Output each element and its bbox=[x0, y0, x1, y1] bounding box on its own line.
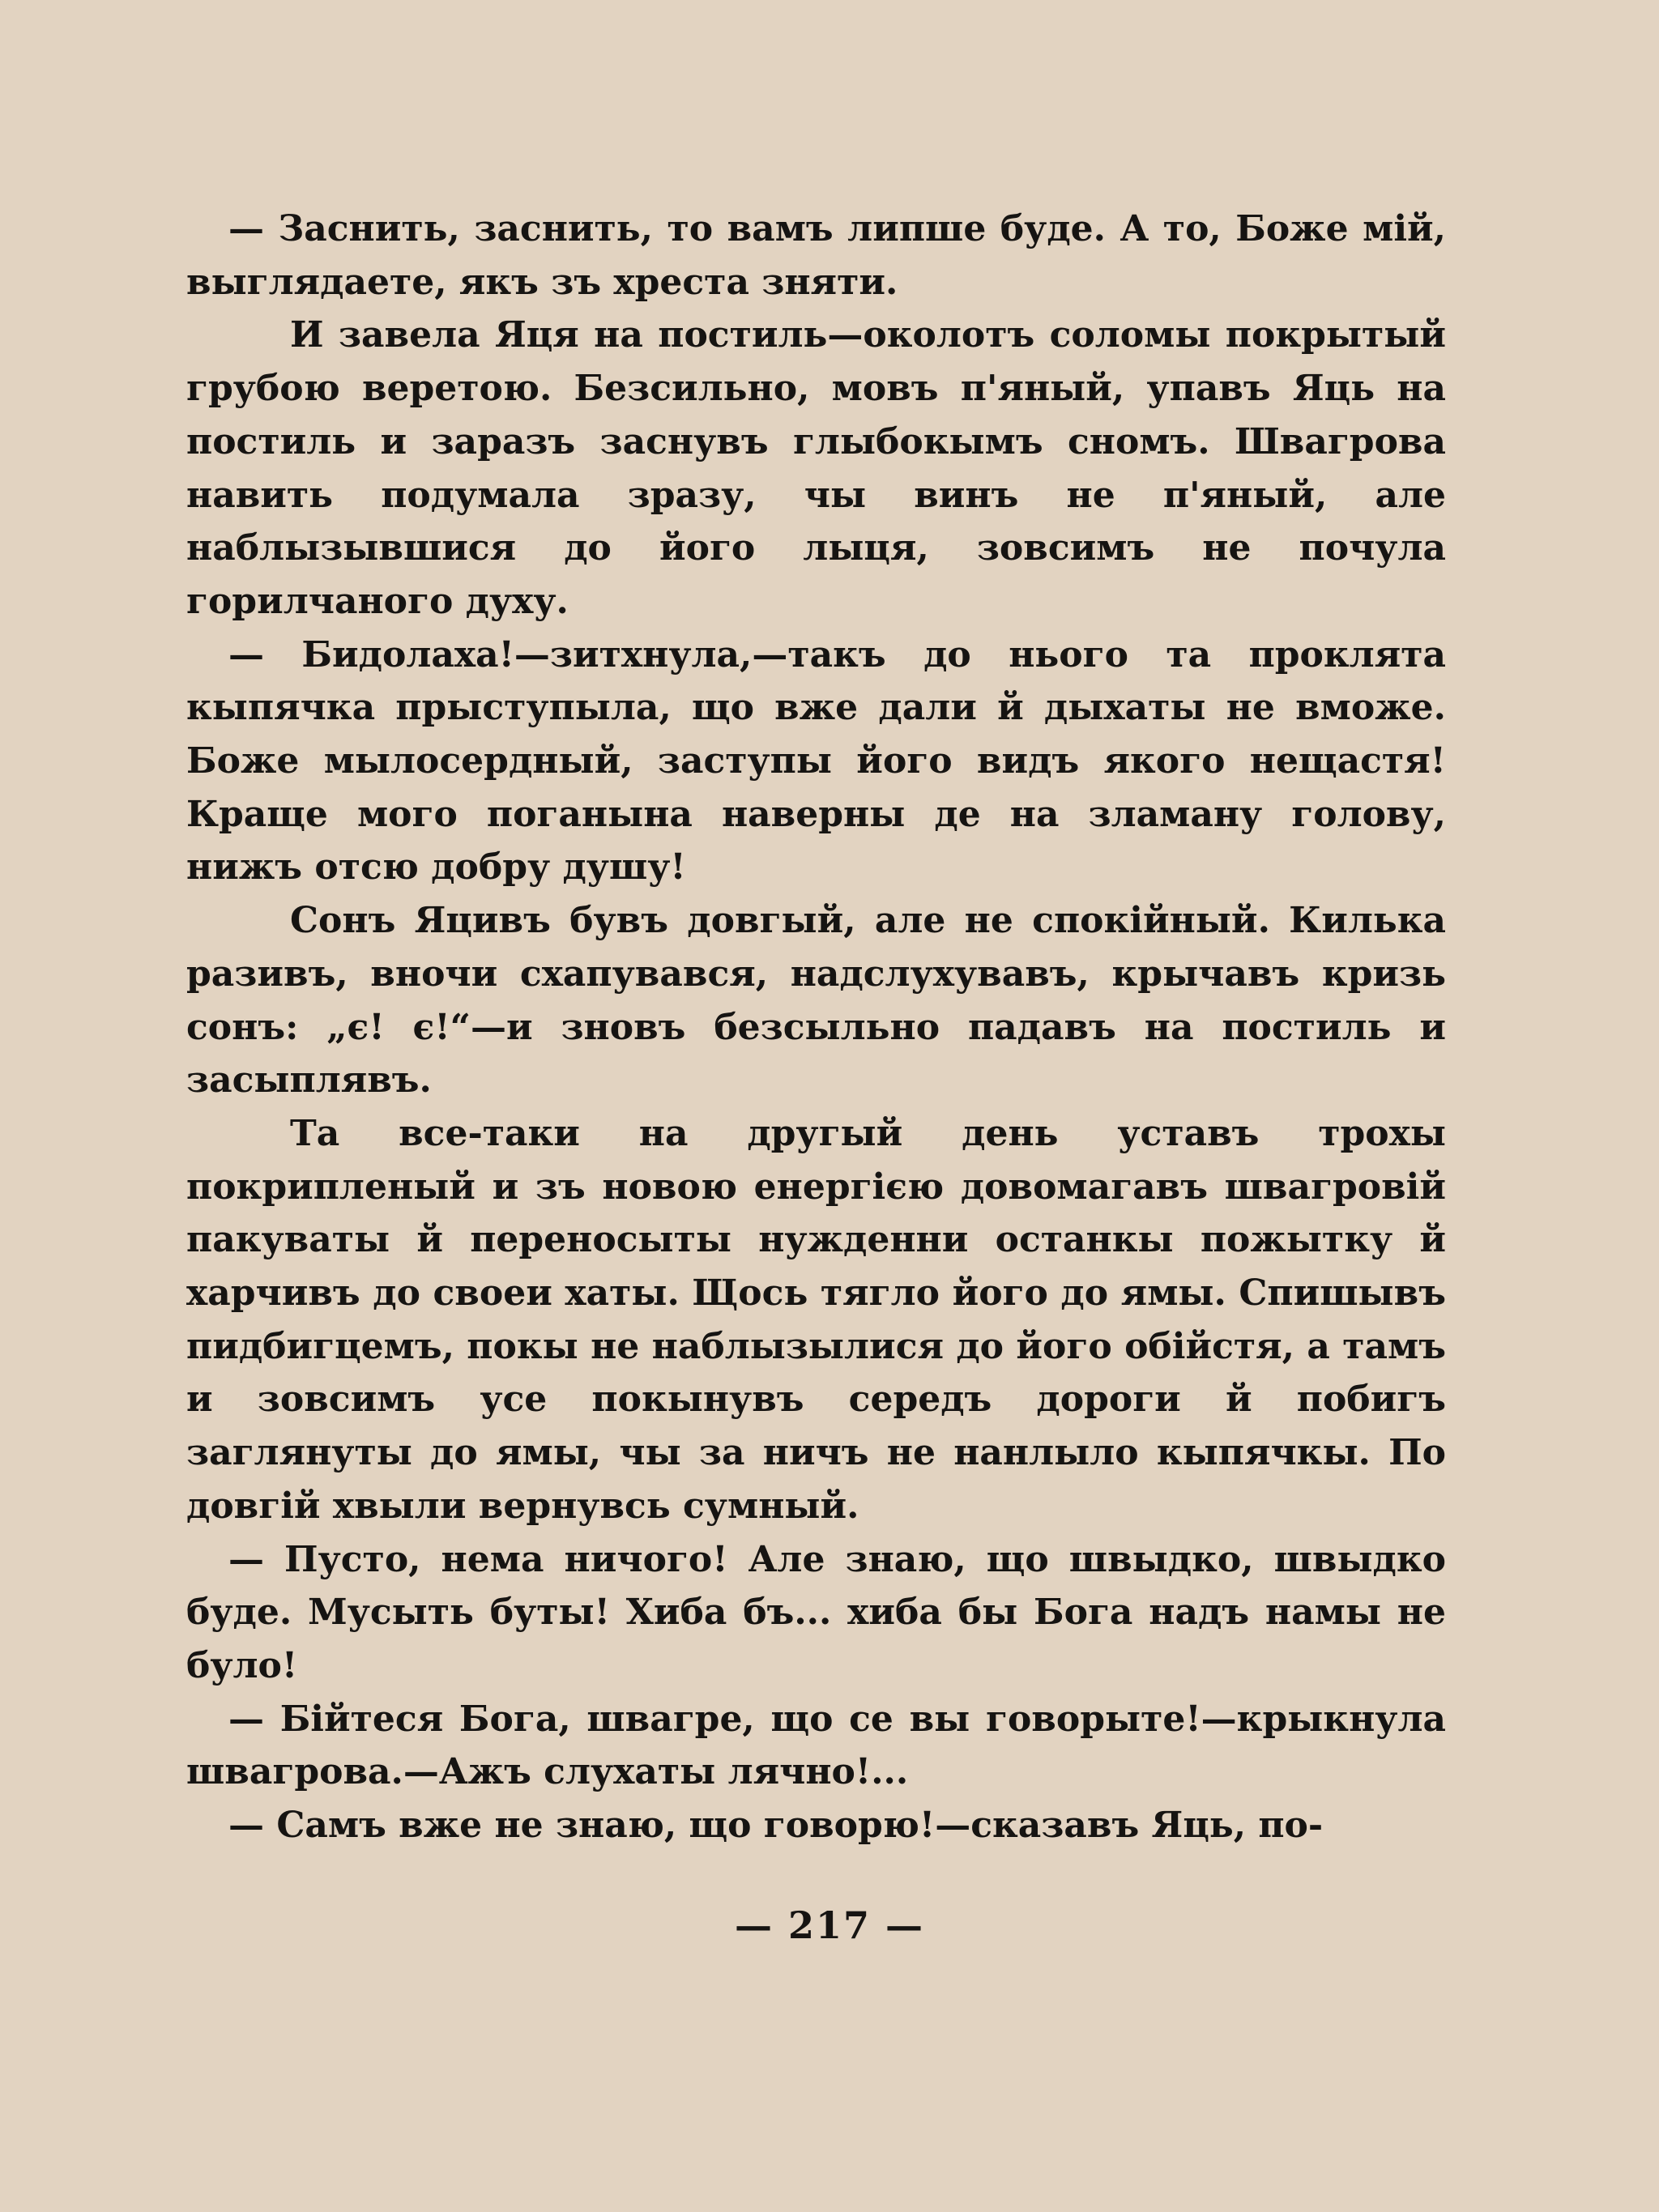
page-number: — 217 — bbox=[734, 1903, 925, 1947]
paragraph-3: — Бидолаха!—зитхнула,—такъ до нього та проклята кыпячка прыступыла, що вже дали й дыхаты не вможе. Боже мылосердный, заступы його видъ якого нещастя! Краще мого поганына наверны де на зламану голову, нижъ отсю добру душу! bbox=[186, 633, 1446, 889]
paragraph-5: Та все-таки на другый день уставъ трохы покрипленый и зъ новою енергією довомагавъ швагровій пакуваты й переносыты нужденни останкы пожытку й харчивъ до своеи хаты. Щось тягло його до ямы. Спишывъ пидбигцемъ, покы не наблызылися до його обійстя, а тамъ и зовсимъ усе покынувъ середъ дороги й побигъ заглянуты до ямы, чы за ничъ не нанлыло кыпячкы. По довгій хвыли вернувсь сумный. bbox=[186, 1112, 1446, 1527]
paragraph-1: — Заснить, заснить, то вамъ липше буде. А то, Боже мій, выглядаете, якъ зъ хреста зняти. bbox=[186, 208, 1446, 303]
paragraph-4: Сонъ Яцивъ бувъ довгый, але не спокійный. Килька разивъ, вночи схапувався, надслухувавъ, крычавъ кризь сонъ: „є! є!“—и зновъ безсыльно падавъ на постиль и засыплявъ. bbox=[186, 900, 1446, 1102]
paragraph-6: — Пусто, нема ничого! Але знаю, що швыдко, швыдко буде. Мусыть буты! Хиба бъ... хиба бы Бога надъ намы не було! bbox=[186, 1538, 1446, 1686]
page-text bbox=[186, 202, 1446, 1852]
paragraph-2: И завела Яця на постиль—околотъ соломы покрытый грубою веретою. Безсильно, мовъ п'яный, упавъ Яць на постиль и заразъ заснувъ глыбокымъ сномъ. Швагрова навить подумала зразу, чы винъ не п'яный, але наблызывшися до його лыця, зовсимъ не почула горилчаного духу. bbox=[186, 314, 1446, 622]
paragraph-7: — Бійтеся Бога, швагре, що се вы говорыте!—крыкнула швагрова.—Ажъ слухаты лячно!... bbox=[186, 1698, 1446, 1793]
paragraph-8: — Самъ вже не знаю, що говорю!—сказавъ Яць, по- bbox=[228, 1805, 1324, 1847]
